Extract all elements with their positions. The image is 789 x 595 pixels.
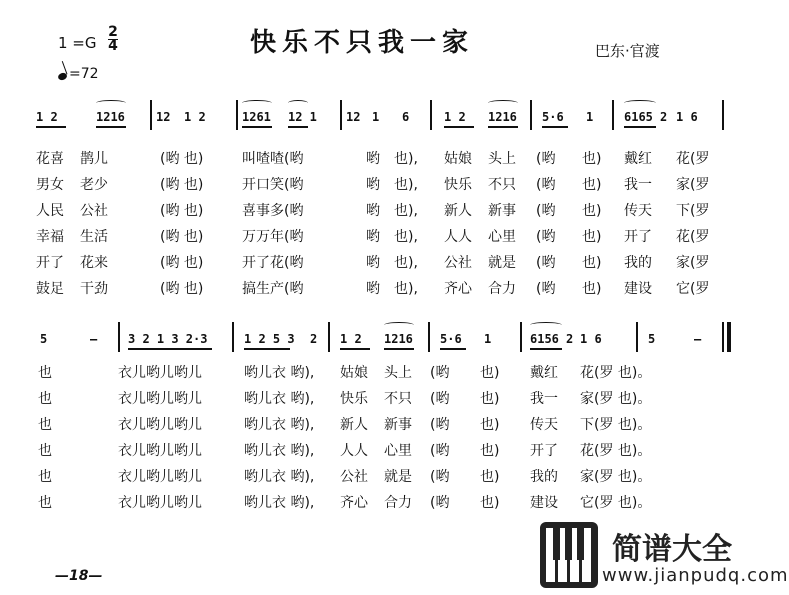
note-group: 1 2 5 3 [244, 332, 295, 346]
lyric-cell: 哟 [366, 281, 380, 297]
lyric-cell: 也 [38, 391, 52, 407]
lyric-cell: 幸福 [36, 229, 64, 245]
lyric-cell: 开了花(哟 [242, 255, 304, 271]
lyric-cell: (哟 [430, 443, 450, 459]
lyric-cell: 也), [394, 151, 418, 167]
note-group: 6165 [624, 110, 653, 124]
lyric-cell: 我的 [624, 255, 652, 271]
lyric-cell: 花(罗 [676, 229, 710, 245]
lyric-cell: 生活 [80, 229, 108, 245]
bar-line [328, 322, 330, 352]
lyric-cell: 公社 [444, 255, 472, 271]
beam-line [36, 126, 66, 128]
lyric-cell: 叫喳喳(哟 [242, 151, 304, 167]
lyric-cell: 也 [38, 443, 52, 459]
lyric-cell: 快乐 [444, 177, 472, 193]
lyric-cell: 戴红 [530, 365, 558, 381]
lyric-cell: 建设 [530, 495, 558, 511]
slur-arc [288, 100, 308, 106]
lyric-cell: 哟儿衣 哟), [244, 495, 315, 511]
lyric-cell: 哟儿衣 哟), [244, 417, 315, 433]
beam-line [530, 348, 562, 350]
lyric-cell: 也) [582, 177, 602, 193]
note-group: 1261 [242, 110, 271, 124]
slur-arc [242, 100, 272, 106]
lyric-cell: (哟 也) [160, 151, 204, 167]
lyric-cell: 新人 [340, 417, 368, 433]
lyric-cell: (哟 [430, 469, 450, 485]
lyric-cell: 家(罗 也)。 [580, 469, 652, 485]
lyric-cell: 衣儿哟儿哟儿 [118, 495, 202, 511]
lyric-cell: 衣儿哟儿哟儿 [118, 417, 202, 433]
lyric-cell: (哟 [536, 177, 556, 193]
lyric-cell: 花(罗 也)。 [580, 443, 652, 459]
lyric-cell: 也), [394, 177, 418, 193]
beam-line [340, 348, 370, 350]
lyric-cell: 干劲 [80, 281, 108, 297]
time-signature [108, 26, 118, 53]
beam-line [542, 126, 568, 128]
lyric-cell: 哟儿衣 哟), [244, 391, 315, 407]
beam-line [444, 126, 474, 128]
lyric-cell: 家(罗 [676, 255, 710, 271]
note-group: 2 [660, 110, 668, 124]
note-group: 1 2 [340, 332, 362, 346]
note-group: 1 2 [36, 110, 58, 124]
lyric-cell: 人人 [444, 229, 472, 245]
lyric-cell: 就是 [488, 255, 516, 271]
final-bar-line [727, 322, 731, 352]
lyric-cell: 也) [582, 151, 602, 167]
lyric-cell: 也 [38, 417, 52, 433]
bar-line [340, 100, 342, 130]
lyric-cell: 喜事多(哟 [242, 203, 304, 219]
lyric-cell: (哟 [536, 255, 556, 271]
lyric-cell: 鼓足 [36, 281, 64, 297]
lyric-cell: 开口笑(哟 [242, 177, 304, 193]
lyric-cell: 哟 [366, 229, 380, 245]
song-source: 巴东·官渡 [595, 42, 660, 60]
note-group: 5·6 [440, 332, 462, 346]
lyric-cell: 齐心 [340, 495, 368, 511]
lyric-cell: (哟 [536, 203, 556, 219]
lyric-cell: 戴红 [624, 151, 652, 167]
lyric-cell: 也) [480, 365, 500, 381]
note-group: 1 2 [444, 110, 466, 124]
note-group: 1 6 [676, 110, 698, 124]
beam-line [624, 126, 656, 128]
lyric-cell: 也) [480, 391, 500, 407]
lyric-cell: 快乐 [340, 391, 368, 407]
page-number: —18— [55, 568, 103, 584]
bar-line [232, 322, 234, 352]
time-signature-numerator: 2 [108, 24, 118, 40]
lyric-cell: 也), [394, 203, 418, 219]
lyric-cell: 男女 [36, 177, 64, 193]
beam-line [288, 126, 308, 128]
lyric-cell: 建设 [624, 281, 652, 297]
slur-arc [488, 100, 518, 106]
beam-line [128, 348, 212, 350]
lyric-cell: 花喜 [36, 151, 64, 167]
lyric-cell: (哟 [430, 417, 450, 433]
lyric-cell: 姑娘 [444, 151, 472, 167]
beam-line [242, 126, 272, 128]
lyric-cell: 衣儿哟儿哟儿 [118, 391, 202, 407]
beam-line [244, 348, 290, 350]
song-title: 快乐不只我一家 [250, 28, 475, 58]
lyric-cell: 公社 [340, 469, 368, 485]
lyric-cell: 也) [582, 229, 602, 245]
lyric-cell: 人人 [340, 443, 368, 459]
lyric-cell: 搞生产(哟 [242, 281, 304, 297]
lyric-cell: 新事 [488, 203, 516, 219]
note-group: 12 1 [288, 110, 317, 124]
lyric-cell: 家(罗 也)。 [580, 391, 652, 407]
lyric-cell: 也 [38, 469, 52, 485]
bar-line [722, 100, 724, 130]
bar-line [428, 322, 430, 352]
key-signature: 1 =G [58, 34, 97, 52]
lyric-cell: 传天 [624, 203, 652, 219]
lyric-cell: (哟 [536, 281, 556, 297]
lyric-cell: 也) [480, 495, 500, 511]
bar-line [722, 322, 724, 352]
note-group: 1 6 [580, 332, 602, 346]
lyric-cell: 家(罗 [676, 177, 710, 193]
lyric-cell: 哟 [366, 177, 380, 193]
time-signature-denominator: 4 [108, 38, 118, 54]
tempo-value: =72 [69, 66, 99, 82]
lyric-cell: 人民 [36, 203, 64, 219]
note-group: 1 [586, 110, 594, 124]
logo-url: www.jianpudq.com [602, 565, 789, 586]
lyric-cell: 也), [394, 229, 418, 245]
lyric-cell: (哟 也) [160, 203, 204, 219]
lyric-cell: 哟 [366, 255, 380, 271]
lyric-cell: (哟 也) [160, 177, 204, 193]
note-group: 6156 [530, 332, 559, 346]
lyric-cell: 它(罗 [676, 281, 710, 297]
note-group: 2 [566, 332, 574, 346]
slur-arc [96, 100, 126, 106]
lyric-cell: 就是 [384, 469, 412, 485]
slur-arc [624, 100, 656, 106]
bar-line [430, 100, 432, 130]
lyric-cell: 衣儿哟儿哟儿 [118, 365, 202, 381]
note-group: 2 [310, 332, 318, 346]
lyric-cell: 齐心 [444, 281, 472, 297]
lyric-cell: 花来 [80, 255, 108, 271]
note-group: 5 [648, 332, 656, 346]
lyric-cell: 也), [394, 281, 418, 297]
lyric-cell: 也) [480, 443, 500, 459]
note-group: 1216 [96, 110, 125, 124]
lyric-cell: 也 [38, 365, 52, 381]
lyric-cell: (哟 也) [160, 229, 204, 245]
bar-line [520, 322, 522, 352]
beam-line [440, 348, 466, 350]
note-group: 6 [402, 110, 410, 124]
lyric-cell: 鹊儿 [80, 151, 108, 167]
lyric-cell: 不只 [384, 391, 412, 407]
lyric-cell: 心里 [488, 229, 516, 245]
tempo-marking [58, 66, 99, 82]
lyric-cell: (哟 [430, 365, 450, 381]
lyric-cell: 心里 [384, 443, 412, 459]
note-group: 1 2 [184, 110, 206, 124]
lyric-cell: 万万年(哟 [242, 229, 304, 245]
lyric-cell: 下(罗 [676, 203, 710, 219]
lyric-cell: (哟 [430, 495, 450, 511]
note-group: 1 [484, 332, 492, 346]
lyric-cell: 衣儿哟儿哟儿 [118, 443, 202, 459]
slur-arc [530, 322, 562, 328]
lyric-cell: (哟 也) [160, 281, 204, 297]
note-group: — [694, 332, 702, 346]
lyric-cell: 也) [582, 255, 602, 271]
note-group: 1 [372, 110, 380, 124]
lyric-cell: 也), [394, 255, 418, 271]
bar-line [236, 100, 238, 130]
logo-text: 简谱大全 [612, 532, 732, 567]
lyric-cell: (哟 [536, 229, 556, 245]
lyric-cell: 衣儿哟儿哟儿 [118, 469, 202, 485]
lyric-cell: 下(罗 也)。 [580, 417, 652, 433]
lyric-cell: 花(罗 也)。 [580, 365, 652, 381]
lyric-cell: 也 [38, 495, 52, 511]
lyric-cell: 哟儿衣 哟), [244, 443, 315, 459]
lyric-cell: (哟 [430, 391, 450, 407]
lyric-cell: 开了 [36, 255, 64, 271]
note-group: 12 [346, 110, 361, 124]
lyric-cell: 花(罗 [676, 151, 710, 167]
lyric-cell: 合力 [384, 495, 412, 511]
note-group: 1216 [488, 110, 517, 124]
lyric-cell: 头上 [384, 365, 412, 381]
lyric-cell: 哟儿衣 哟), [244, 469, 315, 485]
quarter-note-icon [57, 72, 68, 82]
bar-line [150, 100, 152, 130]
lyric-cell: 我一 [530, 391, 558, 407]
note-group: — [90, 332, 98, 346]
note-group: 3 2 1 3 2·3 [128, 332, 208, 346]
note-group: 1216 [384, 332, 413, 346]
note-group: 5 [40, 332, 48, 346]
lyric-cell: 头上 [488, 151, 516, 167]
lyric-cell: 老少 [80, 177, 108, 193]
beam-line [384, 348, 414, 350]
lyric-cell: 公社 [80, 203, 108, 219]
lyric-cell: 哟儿衣 哟), [244, 365, 315, 381]
lyric-cell: 哟 [366, 203, 380, 219]
lyric-cell: 传天 [530, 417, 558, 433]
lyric-cell: 也) [480, 469, 500, 485]
bar-line [118, 322, 120, 352]
lyric-cell: 不只 [488, 177, 516, 193]
lyric-cell: 哟 [366, 151, 380, 167]
bar-line [636, 322, 638, 352]
lyric-cell: 合力 [488, 281, 516, 297]
lyric-cell: 也) [582, 281, 602, 297]
lyric-cell: 我的 [530, 469, 558, 485]
lyric-cell: 它(罗 也)。 [580, 495, 652, 511]
lyric-cell: 我一 [624, 177, 652, 193]
lyric-cell: 姑娘 [340, 365, 368, 381]
lyric-cell: 开了 [530, 443, 558, 459]
lyric-cell: (哟 [536, 151, 556, 167]
slur-arc [384, 322, 414, 328]
note-group: 12 [156, 110, 171, 124]
lyric-cell: 新人 [444, 203, 472, 219]
beam-line [96, 126, 126, 128]
lyric-cell: 新事 [384, 417, 412, 433]
lyric-cell: (哟 也) [160, 255, 204, 271]
bar-line [530, 100, 532, 130]
bar-line [612, 100, 614, 130]
lyric-cell: 也) [480, 417, 500, 433]
lyric-cell: 也) [582, 203, 602, 219]
note-group: 5·6 [542, 110, 564, 124]
lyric-cell: 开了 [624, 229, 652, 245]
beam-line [488, 126, 518, 128]
